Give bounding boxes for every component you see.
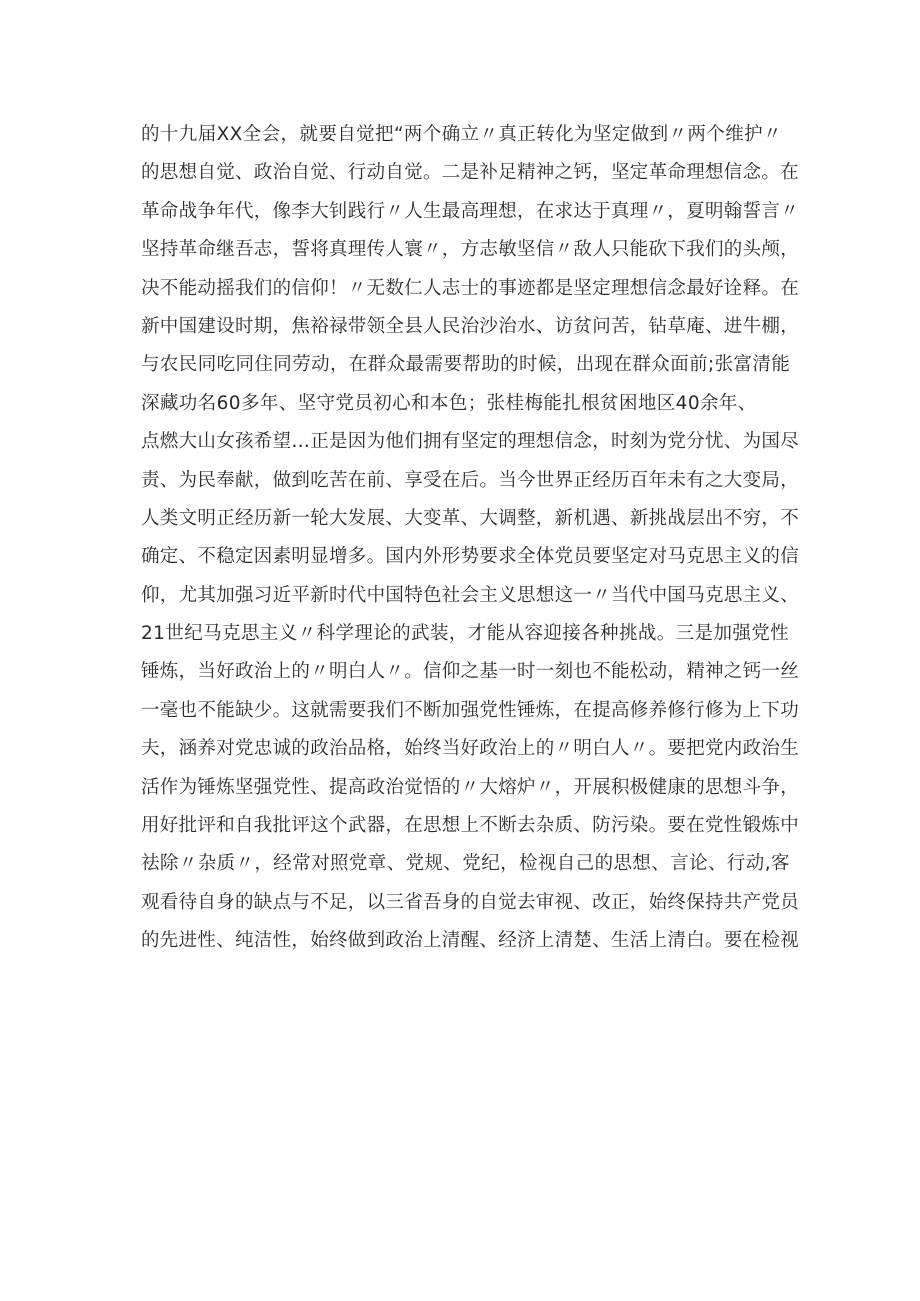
text-line: 与农民同吃同住同劳动，在群众最需要帮助的时候，出现在群众面前;张富清能	[141, 354, 791, 376]
text-line: 锤炼，当好政治上的〃明白人〃。信仰之基一时一刻也不能松动，精神之钙一丝	[141, 661, 800, 683]
text-line: 深藏功名60多年、坚守党员初心和本色；张桂梅能扎根贫困地区40余年、	[141, 392, 757, 414]
text-line: 确定、不稳定因素明显增多。国内外形势要求全体党员要坚定对马克思主义的信	[141, 546, 800, 568]
text-line: 用好批评和自我批评这个武器，在思想上不断去杂质、防污染。要在党性锻炼中	[141, 815, 800, 837]
text-line: 人类文明正经历新一轮大发展、大变革、大调整，新机遇、新挑战层出不穷，不	[141, 507, 800, 529]
text-line: 一毫也不能缺少。这就需要我们不断加强党性锤炼，在提高修养修行修为上下功	[141, 699, 800, 721]
text-line: 仰，尤其加强习近平新时代中国特色社会主义思想这一〃当代中国马克思主义、	[141, 584, 800, 606]
text-line: 责、为民奉献，做到吃苦在前、享受在后。当今世界正经历百年未有之大变局，	[141, 469, 800, 491]
text-line: 点燃大山女孩希望…正是因为他们拥有坚定的理想信念，时刻为党分忧、为国尽	[141, 431, 800, 453]
text-line: 观看待自身的缺点与不足，以三省吾身的自觉去审视、改正，始终保持共产党员	[141, 891, 800, 913]
text-line: 夫，涵养对党忠诚的政治品格，始终当好政治上的〃明白人〃。要把党内政治生	[141, 738, 800, 760]
text-line: 祛除〃杂质〃，经常对照党章、党规、党纪，检视自己的思想、言论、行动,客	[141, 853, 790, 875]
text-line: 的思想自觉、政治自觉、行动自觉。二是补足精神之钙，坚定革命理想信念。在	[141, 162, 800, 184]
text-line: 决不能动摇我们的信仰！〃无数仁人志士的事迹都是坚定理想信念最好诠释。在	[141, 277, 800, 299]
text-line: 的先进性、纯洁性，始终做到政治上清醒、经济上清楚、生活上清白。要在检视	[141, 930, 800, 952]
document-body-text	[141, 116, 801, 961]
text-line: 革命战争年代，像李大钊践行〃人生最高理想，在求达于真理〃，夏明翰誓言〃	[141, 200, 800, 222]
text-line: 21世纪马克思主义〃科学理论的武装，才能从容迎接各种挑战。三是加强党性	[141, 623, 790, 645]
text-line: 坚持革命继吾志，誓将真理传人寰〃，方志敏坚信〃敌人只能砍下我们的头颅，	[141, 239, 800, 261]
text-line: 的十九届XX全会，就要自觉把“两个确立〃真正转化为坚定做到〃两个维护〃	[141, 124, 782, 145]
text-line: 活作为锤炼坚强党性、提高政治觉悟的〃大熔炉〃，开展积极健康的思想斗争，	[141, 776, 800, 798]
text-line: 新中国建设时期，焦裕禄带领全县人民治沙治水、访贫问苦，钻草庵、进牛棚，	[141, 315, 800, 337]
